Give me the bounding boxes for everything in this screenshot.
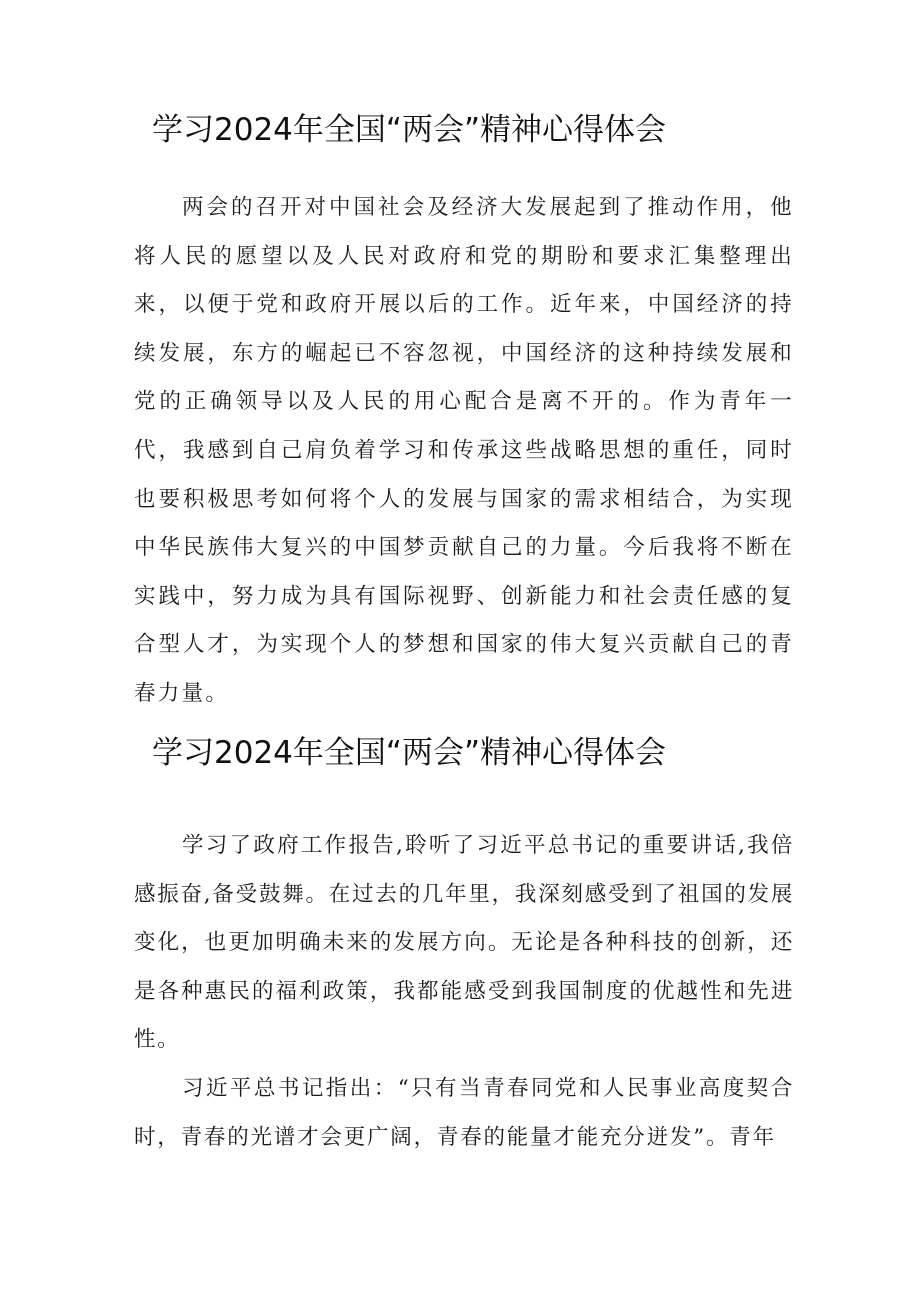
section-title: 学习2024年全国“两会”精神心得体会 [152,735,667,771]
body-paragraph: 习近平总书记指出：“只有当青春同党和人民事业高度契合时，青春的光谱才会更广阔，青春的能量才能充分迸发”。青年 [134,1076,794,1150]
section-title: 学习2024年全国“两会”精神心得体会 [152,112,667,148]
body-paragraph: 学习了政府工作报告,聆听了习近平总书记的重要讲话,我倍感振奋,备受鼓舞。在过去的几年里，我深刻感受到了祖国的发展变化，也更加明确未来的发展方向。无论是各种科技的创新，还是各种惠民的福利政策，我都能感受到我国制度的优越性和先进性。 [134,833,794,1053]
body-paragraph: 两会的召开对中国社会及经济大发展起到了推动作用，他将人民的愿望以及人民对政府和党的期盼和要求汇集整理出来，以便于党和政府开展以后的工作。近年来，中国经济的持续发展，东方的崛起已不容忽视，中国经济的这种持续发展和党的正确领导以及人民的用心配合是离不开的。作为青年一代，我感到自己肩负着学习和传承这些战略思想的重任，同时也要积极思考如何将个人的发展与国家的需求相结合，为实现中华民族伟大复兴的中国梦贡献自己的力量。今后我将不断在实践中，努力成为具有国际视野、创新能力和社会责任感的复合型人才，为实现个人的梦想和国家的伟大复兴贡献自己的青春力量。 [134,195,794,706]
